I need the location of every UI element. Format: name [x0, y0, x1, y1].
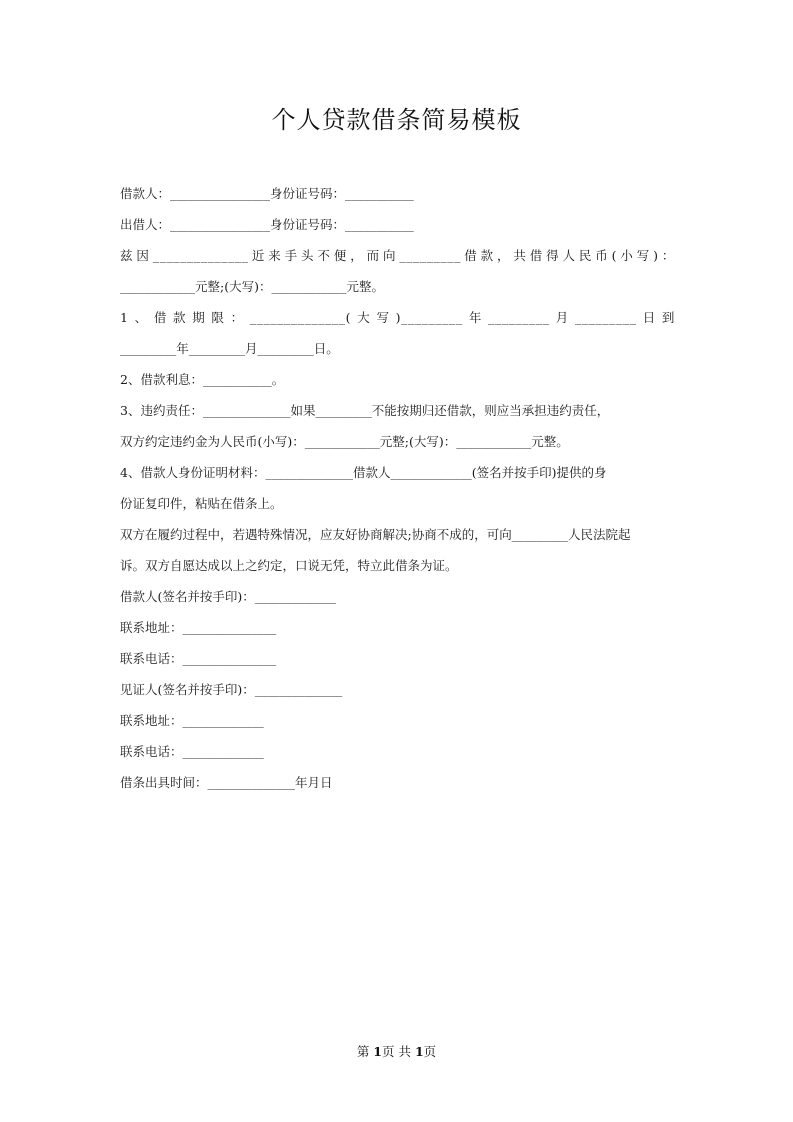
footer-total-pages: 1: [414, 1044, 424, 1059]
interest-line: 2、借款利息：___________。: [120, 372, 285, 387]
liability-line-2: 双方约定违约金为人民币(小写)：____________元整;(大写)：____________元整。: [120, 434, 569, 449]
id-material-line-1: 4、借款人身份证明材料：______________借款人_____________(签名并按手印)提供的身: [120, 465, 607, 480]
footer-page-number: 1: [373, 1044, 382, 1059]
reason-line-2: ____________元整;(大写)：____________元整。: [120, 279, 384, 294]
dispute-line-2: 诉。双方自愿达成以上之约定，口说无凭，特立此借条为证。: [120, 558, 458, 573]
borrower-address-line: 联系地址：_______________: [120, 620, 277, 635]
footer-prefix: 第: [356, 1044, 374, 1059]
witness-sign-line: 见证人(签名并按手印)：______________: [120, 682, 343, 697]
term-line-2: _________年_________月_________日。: [120, 341, 339, 356]
liability-line-1: 3、违约责任：______________如果_________不能按期归还借款，则应当承担违约责任，: [120, 403, 610, 418]
issue-date-line: 借条出具时间：______________年月日: [120, 775, 333, 790]
borrower-sign-line: 借款人(签名并按手印)：_____________: [120, 589, 337, 604]
lender-line: 出借人：________________身份证号码：___________: [120, 217, 414, 232]
document-body: [120, 183, 675, 803]
page-footer: [0, 1042, 793, 1060]
footer-middle: 页 共: [382, 1044, 415, 1059]
footer-suffix: 页: [423, 1044, 437, 1059]
id-material-line-2: 份证复印件，粘贴在借条上。: [120, 496, 283, 511]
page-title: 个人贷款借条简易模板: [271, 106, 522, 134]
borrower-line: 借款人：________________身份证号码：___________: [120, 186, 414, 201]
witness-address-line: 联系地址：_____________: [120, 713, 264, 728]
reason-line-1: 兹因______________近来手头不便，而向_________借款，共借得人民币(小写)：: [120, 248, 675, 263]
dispute-line-1: 双方在履约过程中，若遇特殊情况，应友好协商解决;协商不成的，可向_________人民法院起: [120, 527, 631, 542]
witness-phone-line: 联系电话：_____________: [120, 744, 264, 759]
term-line-1: 1、借款期限：______________(大写)_________年_________月_________日到: [120, 310, 675, 325]
borrower-phone-line: 联系电话：_______________: [120, 651, 277, 666]
